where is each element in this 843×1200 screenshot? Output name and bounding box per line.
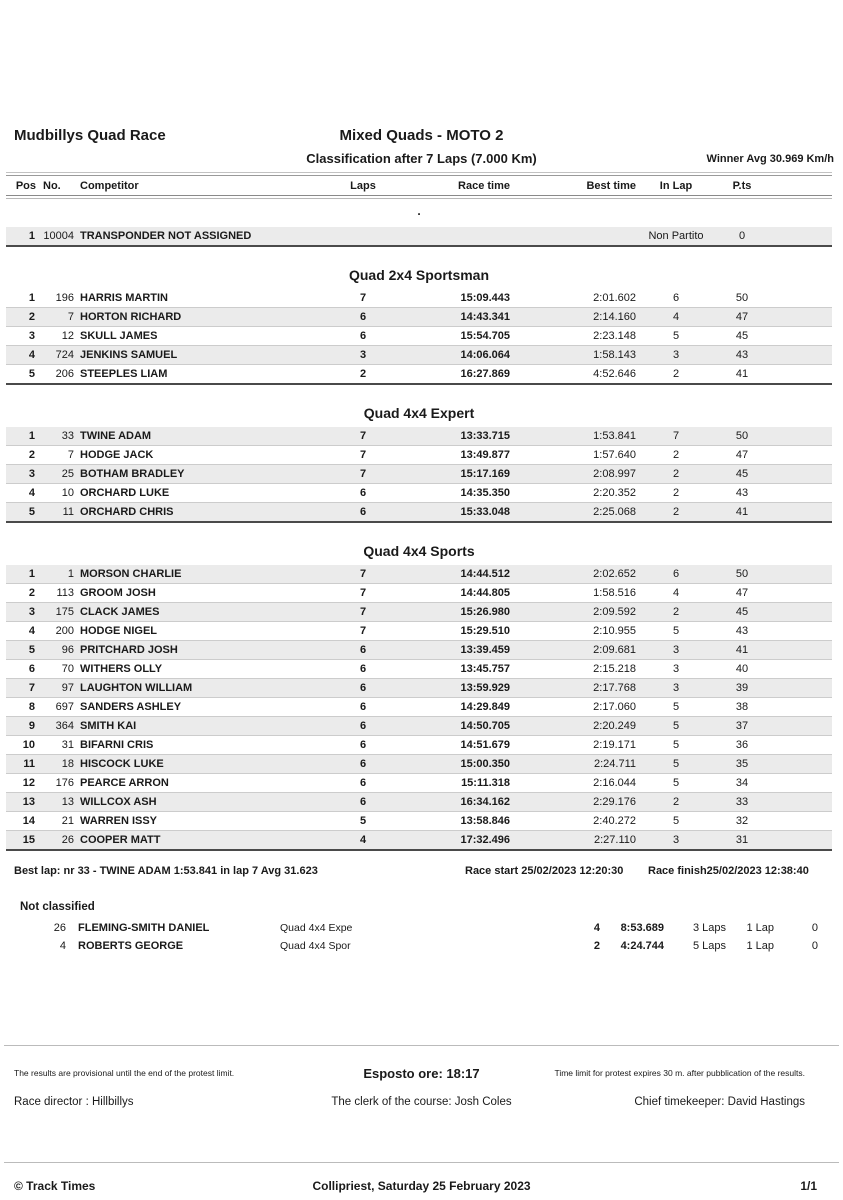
cell-pts: 50 xyxy=(735,430,749,442)
nc-cell-pts: 0 xyxy=(811,922,818,934)
table-row xyxy=(6,831,832,851)
cell-in-lap: 6 xyxy=(672,568,680,580)
cell-best-time: 2:09.592 xyxy=(593,606,636,618)
cell-laps: 5 xyxy=(359,815,367,827)
cell-race-time: 15:11.318 xyxy=(461,777,510,789)
cell-no: 96 xyxy=(61,644,74,656)
cell-competitor: SKULL JAMES xyxy=(80,330,158,342)
cell-race-time: 15:17.169 xyxy=(460,468,510,480)
nc-cell-laps: 2 xyxy=(593,940,600,952)
cell-race-time: 14:29.849 xyxy=(460,701,510,713)
not-classified-row xyxy=(6,937,832,955)
cell-pts: 38 xyxy=(735,701,749,713)
cell-laps: 6 xyxy=(359,682,367,694)
cell-pts: 33 xyxy=(735,796,749,808)
cell-competitor: COOPER MATT xyxy=(80,834,161,846)
cell-laps: 7 xyxy=(359,568,367,580)
provisional-note: The results are provisional until the end of the protest limit. xyxy=(14,1068,235,1078)
cell-pos: 8 xyxy=(28,701,35,713)
cell-best-time: 2:29.176 xyxy=(593,796,636,808)
cell-race-time: 13:58.846 xyxy=(460,815,510,827)
cell-pos: 4 xyxy=(28,349,35,361)
cell-competitor: JENKINS SAMUEL xyxy=(80,349,178,361)
table-row xyxy=(6,503,832,523)
cell-in-lap: Non Partito xyxy=(648,230,704,242)
cell-best-time: 1:57.640 xyxy=(593,449,636,461)
cell-competitor: BIFARNI CRIS xyxy=(80,739,154,751)
cell-pos: 11 xyxy=(23,758,35,770)
cell-competitor: HISCOCK LUKE xyxy=(80,758,164,770)
cell-pos: 2 xyxy=(28,587,35,599)
cell-in-lap: 5 xyxy=(672,758,680,770)
cell-pos: 1 xyxy=(28,230,35,242)
cell-no: 13 xyxy=(61,796,74,808)
cell-no: 18 xyxy=(61,758,74,770)
cell-in-lap: 5 xyxy=(672,739,680,751)
nc-cell-gap: 3 Laps xyxy=(692,922,726,934)
cell-best-time: 2:01.602 xyxy=(593,292,636,304)
sections-container xyxy=(6,204,832,851)
col-laps: Laps xyxy=(350,179,376,192)
cell-no: 7 xyxy=(67,311,74,323)
nc-cell-name: ROBERTS GEORGE xyxy=(78,940,184,952)
cell-laps: 6 xyxy=(359,311,367,323)
cell-in-lap: 3 xyxy=(672,644,680,656)
col-pts: P.ts xyxy=(732,179,752,192)
table-row xyxy=(6,565,832,584)
nc-cell-last: 1 Lap xyxy=(746,940,774,952)
cell-pos: 4 xyxy=(28,625,35,637)
cell-best-time: 2:17.768 xyxy=(593,682,636,694)
cell-pos: 3 xyxy=(28,468,35,480)
cell-in-lap: 6 xyxy=(672,292,680,304)
table-row xyxy=(6,717,832,736)
table-row xyxy=(6,308,832,327)
not-classified-rows xyxy=(6,919,832,955)
cell-race-time: 17:32.496 xyxy=(460,834,510,846)
footer-row-1 xyxy=(0,1066,843,1088)
cell-no: 7 xyxy=(67,449,74,461)
cell-competitor: SMITH KAI xyxy=(80,720,137,732)
category-section xyxy=(6,267,832,385)
cell-competitor: WITHERS OLLY xyxy=(80,663,163,675)
col-pos: Pos xyxy=(15,179,36,192)
cell-in-lap: 2 xyxy=(672,606,680,618)
table-row xyxy=(6,679,832,698)
cell-pts: 45 xyxy=(735,330,749,342)
cell-pos: 1 xyxy=(28,568,35,580)
nc-cell-no: 4 xyxy=(59,940,66,952)
cell-pts: 41 xyxy=(735,368,749,380)
cell-pts: 45 xyxy=(735,468,749,480)
cell-best-time: 1:53.841 xyxy=(593,430,636,442)
cell-laps: 7 xyxy=(359,606,367,618)
cell-laps: 6 xyxy=(359,720,367,732)
section-title: . xyxy=(417,204,421,218)
cell-competitor: LAUGHTON WILLIAM xyxy=(80,682,193,694)
cell-race-time: 14:43.341 xyxy=(460,311,510,323)
location-date: Collipriest, Saturday 25 February 2023 xyxy=(312,1179,531,1193)
cell-pts: 39 xyxy=(735,682,749,694)
race-title: Mixed Quads - MOTO 2 xyxy=(339,127,504,144)
cell-competitor: WILLCOX ASH xyxy=(80,796,157,808)
race-start-text: Race start 25/02/2023 12:20:30 xyxy=(465,865,624,877)
cell-pts: 32 xyxy=(735,815,749,827)
cell-race-time: 14:06.064 xyxy=(460,349,510,361)
cell-race-time: 15:00.350 xyxy=(460,758,510,770)
table-row xyxy=(6,346,832,365)
cell-best-time: 2:14.160 xyxy=(593,311,636,323)
cell-no: 196 xyxy=(55,292,74,304)
header-bottom-rule-2 xyxy=(6,198,832,199)
cell-in-lap: 4 xyxy=(672,311,680,323)
table-row xyxy=(6,812,832,831)
cell-pos: 10 xyxy=(22,739,35,751)
cell-best-time: 2:09.681 xyxy=(593,644,636,656)
cell-competitor: HODGE JACK xyxy=(80,449,154,461)
cell-in-lap: 3 xyxy=(672,663,680,675)
chief-timekeeper: Chief timekeeper: David Hastings xyxy=(634,1096,805,1108)
best-lap-text: Best lap: nr 33 - TWINE ADAM 1:53.841 in lap 7 Avg 31.623 xyxy=(14,865,318,877)
esposto-time: Esposto ore: 18:17 xyxy=(363,1066,480,1081)
col-in-lap: In Lap xyxy=(659,179,693,192)
table-row xyxy=(6,774,832,793)
col-best-time: Best time xyxy=(586,179,636,192)
not-classified-title: Not classified xyxy=(20,901,95,913)
nc-cell-last: 1 Lap xyxy=(746,922,774,934)
cell-laps: 6 xyxy=(359,330,367,342)
cell-laps: 6 xyxy=(359,701,367,713)
cell-pts: 40 xyxy=(735,663,749,675)
cell-competitor: BOTHAM BRADLEY xyxy=(80,468,185,480)
cell-competitor: WARREN ISSY xyxy=(80,815,158,827)
cell-pos: 3 xyxy=(28,606,35,618)
cell-race-time: 13:49.877 xyxy=(460,449,510,461)
results-table xyxy=(6,172,832,851)
cell-pos: 13 xyxy=(22,796,35,808)
cell-no: 176 xyxy=(55,777,74,789)
cell-race-time: 15:09.443 xyxy=(460,292,510,304)
cell-best-time: 2:19.171 xyxy=(593,739,636,751)
category-section xyxy=(6,543,832,851)
winner-average: Winner Avg 30.969 Km/h xyxy=(706,153,834,165)
cell-race-time: 14:51.679 xyxy=(460,739,510,751)
cell-best-time: 2:20.352 xyxy=(593,487,636,499)
cell-laps: 3 xyxy=(359,349,367,361)
category-section xyxy=(6,204,832,247)
cell-best-time: 2:24.711 xyxy=(593,758,636,770)
cell-pos: 9 xyxy=(28,720,35,732)
cell-in-lap: 2 xyxy=(672,796,680,808)
cell-best-time: 2:23.148 xyxy=(593,330,636,342)
cell-pos: 6 xyxy=(28,663,35,675)
cell-competitor: ORCHARD CHRIS xyxy=(80,506,174,518)
cell-laps: 7 xyxy=(359,625,367,637)
table-row xyxy=(6,327,832,346)
cell-pts: 47 xyxy=(735,311,749,323)
section-title: Quad 4x4 Expert xyxy=(363,405,475,421)
table-row xyxy=(6,698,832,717)
cell-race-time: 14:50.705 xyxy=(460,720,510,732)
column-header-row xyxy=(6,175,832,195)
cell-pts: 43 xyxy=(735,625,749,637)
cell-competitor: GROOM JOSH xyxy=(80,587,156,599)
cell-laps: 7 xyxy=(359,587,367,599)
cell-laps: 6 xyxy=(359,739,367,751)
cell-pts: 45 xyxy=(735,606,749,618)
cell-competitor: PRITCHARD JOSH xyxy=(80,644,178,656)
table-row xyxy=(6,365,832,385)
cell-in-lap: 2 xyxy=(672,487,680,499)
cell-no: 697 xyxy=(55,701,74,713)
table-row xyxy=(6,736,832,755)
cell-no: 25 xyxy=(61,468,74,480)
nc-cell-time: 4:24.744 xyxy=(620,940,664,952)
cell-pos: 5 xyxy=(28,506,35,518)
cell-pts: 47 xyxy=(735,587,749,599)
cell-no: 206 xyxy=(55,368,74,380)
cell-best-time: 2:16.044 xyxy=(593,777,636,789)
cell-laps: 7 xyxy=(359,449,367,461)
cell-pos: 5 xyxy=(28,644,35,656)
report-header xyxy=(0,127,843,167)
cell-race-time: 16:27.869 xyxy=(460,368,510,380)
table-row xyxy=(6,622,832,641)
footer-row-2 xyxy=(0,1096,843,1112)
cell-laps: 4 xyxy=(359,834,367,846)
cell-laps: 6 xyxy=(359,758,367,770)
cell-pos: 4 xyxy=(28,487,35,499)
cell-race-time: 13:59.929 xyxy=(460,682,510,694)
cell-pos: 7 xyxy=(28,682,35,694)
cell-no: 724 xyxy=(55,349,74,361)
cell-laps: 6 xyxy=(359,644,367,656)
cell-pts: 41 xyxy=(735,644,749,656)
table-row xyxy=(6,465,832,484)
cell-no: 31 xyxy=(61,739,74,751)
cell-in-lap: 5 xyxy=(672,815,680,827)
cell-in-lap: 2 xyxy=(672,368,680,380)
footer-top-rule xyxy=(4,1045,839,1046)
cell-race-time: 15:26.980 xyxy=(460,606,510,618)
page-bar-rule xyxy=(4,1162,839,1163)
title-line xyxy=(0,127,843,145)
cell-competitor: CLACK JAMES xyxy=(80,606,160,618)
cell-race-time: 15:54.705 xyxy=(460,330,510,342)
cell-no: 26 xyxy=(61,834,74,846)
cell-in-lap: 2 xyxy=(672,506,680,518)
cell-competitor: HARRIS MARTIN xyxy=(80,292,168,304)
cell-competitor: TWINE ADAM xyxy=(80,430,152,442)
table-row xyxy=(6,584,832,603)
cell-pos: 2 xyxy=(28,449,35,461)
cell-in-lap: 3 xyxy=(672,349,680,361)
cell-pts: 34 xyxy=(735,777,749,789)
cell-pos: 12 xyxy=(22,777,35,789)
cell-best-time: 2:17.060 xyxy=(593,701,636,713)
cell-no: 10 xyxy=(61,487,74,499)
table-row xyxy=(6,227,832,247)
cell-laps: 7 xyxy=(359,292,367,304)
nc-cell-gap: 5 Laps xyxy=(692,940,726,952)
section-title: Quad 2x4 Sportsman xyxy=(348,267,490,283)
category-section xyxy=(6,405,832,523)
cell-race-time: 14:44.805 xyxy=(460,587,510,599)
cell-race-time: 15:29.510 xyxy=(460,625,510,637)
race-director: Race director : Hillbillys xyxy=(14,1096,134,1108)
cell-competitor: SANDERS ASHLEY xyxy=(80,701,182,713)
page-bar xyxy=(0,1179,843,1195)
table-row xyxy=(6,793,832,812)
race-finish-text: Race finish25/02/2023 12:38:40 xyxy=(648,865,809,877)
cell-pts: 50 xyxy=(735,568,749,580)
cell-race-time: 13:33.715 xyxy=(460,430,510,442)
table-row xyxy=(6,755,832,774)
cell-in-lap: 2 xyxy=(672,449,680,461)
cell-best-time: 2:27.110 xyxy=(593,834,636,846)
cell-pts: 41 xyxy=(735,506,749,518)
cell-pts: 50 xyxy=(735,292,749,304)
cell-best-time: 1:58.143 xyxy=(593,349,636,361)
subtitle-line xyxy=(0,151,843,167)
cell-competitor: MORSON CHARLIE xyxy=(80,568,182,580)
cell-no: 33 xyxy=(61,430,74,442)
cell-no: 97 xyxy=(61,682,74,694)
cell-pts: 43 xyxy=(735,349,749,361)
event-title: Mudbillys Quad Race xyxy=(14,127,166,144)
not-classified-row xyxy=(6,919,832,937)
cell-no: 364 xyxy=(55,720,74,732)
cell-pts: 0 xyxy=(738,230,746,242)
table-row xyxy=(6,660,832,679)
nc-cell-category: Quad 4x4 Expe xyxy=(280,922,353,934)
col-competitor: Competitor xyxy=(80,179,139,192)
cell-competitor: HORTON RICHARD xyxy=(80,311,182,323)
cell-in-lap: 5 xyxy=(672,777,680,789)
cell-race-time: 14:44.512 xyxy=(460,568,510,580)
cell-no: 12 xyxy=(61,330,74,342)
nc-cell-pts: 0 xyxy=(811,940,818,952)
cell-no: 175 xyxy=(55,606,74,618)
cell-pts: 36 xyxy=(735,739,749,751)
cell-no: 21 xyxy=(61,815,74,827)
col-race-time: Race time xyxy=(458,179,510,192)
cell-laps: 6 xyxy=(359,487,367,499)
nc-cell-laps: 4 xyxy=(593,922,600,934)
cell-pos: 14 xyxy=(22,815,35,827)
cell-laps: 6 xyxy=(359,777,367,789)
cell-race-time: 13:39.459 xyxy=(460,644,510,656)
cell-race-time: 14:35.350 xyxy=(460,487,510,499)
summary-line xyxy=(0,865,843,881)
cell-in-lap: 5 xyxy=(672,625,680,637)
cell-pts: 35 xyxy=(735,758,749,770)
cell-laps: 7 xyxy=(359,430,367,442)
nc-cell-category: Quad 4x4 Spor xyxy=(280,940,351,952)
cell-best-time: 2:02.652 xyxy=(593,568,636,580)
cell-laps: 6 xyxy=(359,506,367,518)
cell-no: 11 xyxy=(62,506,74,518)
cell-best-time: 4:52.646 xyxy=(593,368,636,380)
cell-in-lap: 5 xyxy=(672,701,680,713)
cell-in-lap: 2 xyxy=(672,468,680,480)
cell-no: 10004 xyxy=(43,230,74,242)
cell-laps: 7 xyxy=(359,468,367,480)
nc-cell-no: 26 xyxy=(53,922,66,934)
cell-in-lap: 3 xyxy=(672,682,680,694)
cell-in-lap: 5 xyxy=(672,720,680,732)
clerk-of-course: The clerk of the course: Josh Coles xyxy=(331,1096,512,1108)
cell-in-lap: 7 xyxy=(672,430,680,442)
cell-best-time: 1:58.516 xyxy=(593,587,636,599)
table-row xyxy=(6,641,832,660)
cell-best-time: 2:40.272 xyxy=(593,815,636,827)
table-row xyxy=(6,484,832,503)
col-no: No. xyxy=(43,179,61,192)
cell-best-time: 2:10.955 xyxy=(593,625,636,637)
classification-subtitle: Classification after 7 Laps (7.000 Km) xyxy=(306,151,537,166)
cell-no: 200 xyxy=(55,625,74,637)
nc-cell-time: 8:53.689 xyxy=(620,922,664,934)
not-classified-section xyxy=(6,901,832,955)
cell-race-time: 15:33.048 xyxy=(460,506,510,518)
cell-laps: 6 xyxy=(359,663,367,675)
cell-best-time: 2:20.249 xyxy=(593,720,636,732)
cell-pos: 5 xyxy=(28,368,35,380)
nc-cell-name: FLEMING-SMITH DANIEL xyxy=(78,922,210,934)
table-row xyxy=(6,289,832,308)
cell-laps: 6 xyxy=(359,796,367,808)
cell-no: 113 xyxy=(56,587,74,599)
time-limit-note: Time limit for protest expires 30 m. after pubblication of the results. xyxy=(554,1068,805,1078)
cell-competitor: PEARCE ARRON xyxy=(80,777,169,789)
cell-pos: 1 xyxy=(28,292,35,304)
cell-competitor: ORCHARD LUKE xyxy=(80,487,170,499)
cell-best-time: 2:15.218 xyxy=(593,663,636,675)
cell-race-time: 13:45.757 xyxy=(460,663,510,675)
table-row xyxy=(6,603,832,622)
cell-in-lap: 3 xyxy=(672,834,680,846)
cell-pos: 3 xyxy=(28,330,35,342)
cell-pos: 1 xyxy=(28,430,35,442)
cell-pts: 31 xyxy=(735,834,749,846)
brand-credit: © Track Times xyxy=(14,1179,96,1193)
cell-pos: 2 xyxy=(28,311,35,323)
cell-competitor: STEEPLES LIAM xyxy=(80,368,168,380)
cell-no: 70 xyxy=(61,663,74,675)
table-row xyxy=(6,446,832,465)
table-row xyxy=(6,427,832,446)
section-title: Quad 4x4 Sports xyxy=(363,543,475,559)
cell-laps: 2 xyxy=(359,368,367,380)
cell-best-time: 2:08.997 xyxy=(593,468,636,480)
cell-best-time: 2:25.068 xyxy=(593,506,636,518)
page-number: 1/1 xyxy=(800,1179,817,1193)
cell-in-lap: 5 xyxy=(672,330,680,342)
cell-pts: 43 xyxy=(735,487,749,499)
cell-competitor: HODGE NIGEL xyxy=(80,625,158,637)
cell-race-time: 16:34.162 xyxy=(460,796,510,808)
cell-in-lap: 4 xyxy=(672,587,680,599)
cell-no: 1 xyxy=(67,568,74,580)
cell-pts: 47 xyxy=(735,449,749,461)
cell-competitor: TRANSPONDER NOT ASSIGNED xyxy=(80,230,252,242)
cell-pos: 15 xyxy=(22,834,35,846)
cell-pts: 37 xyxy=(735,720,749,732)
